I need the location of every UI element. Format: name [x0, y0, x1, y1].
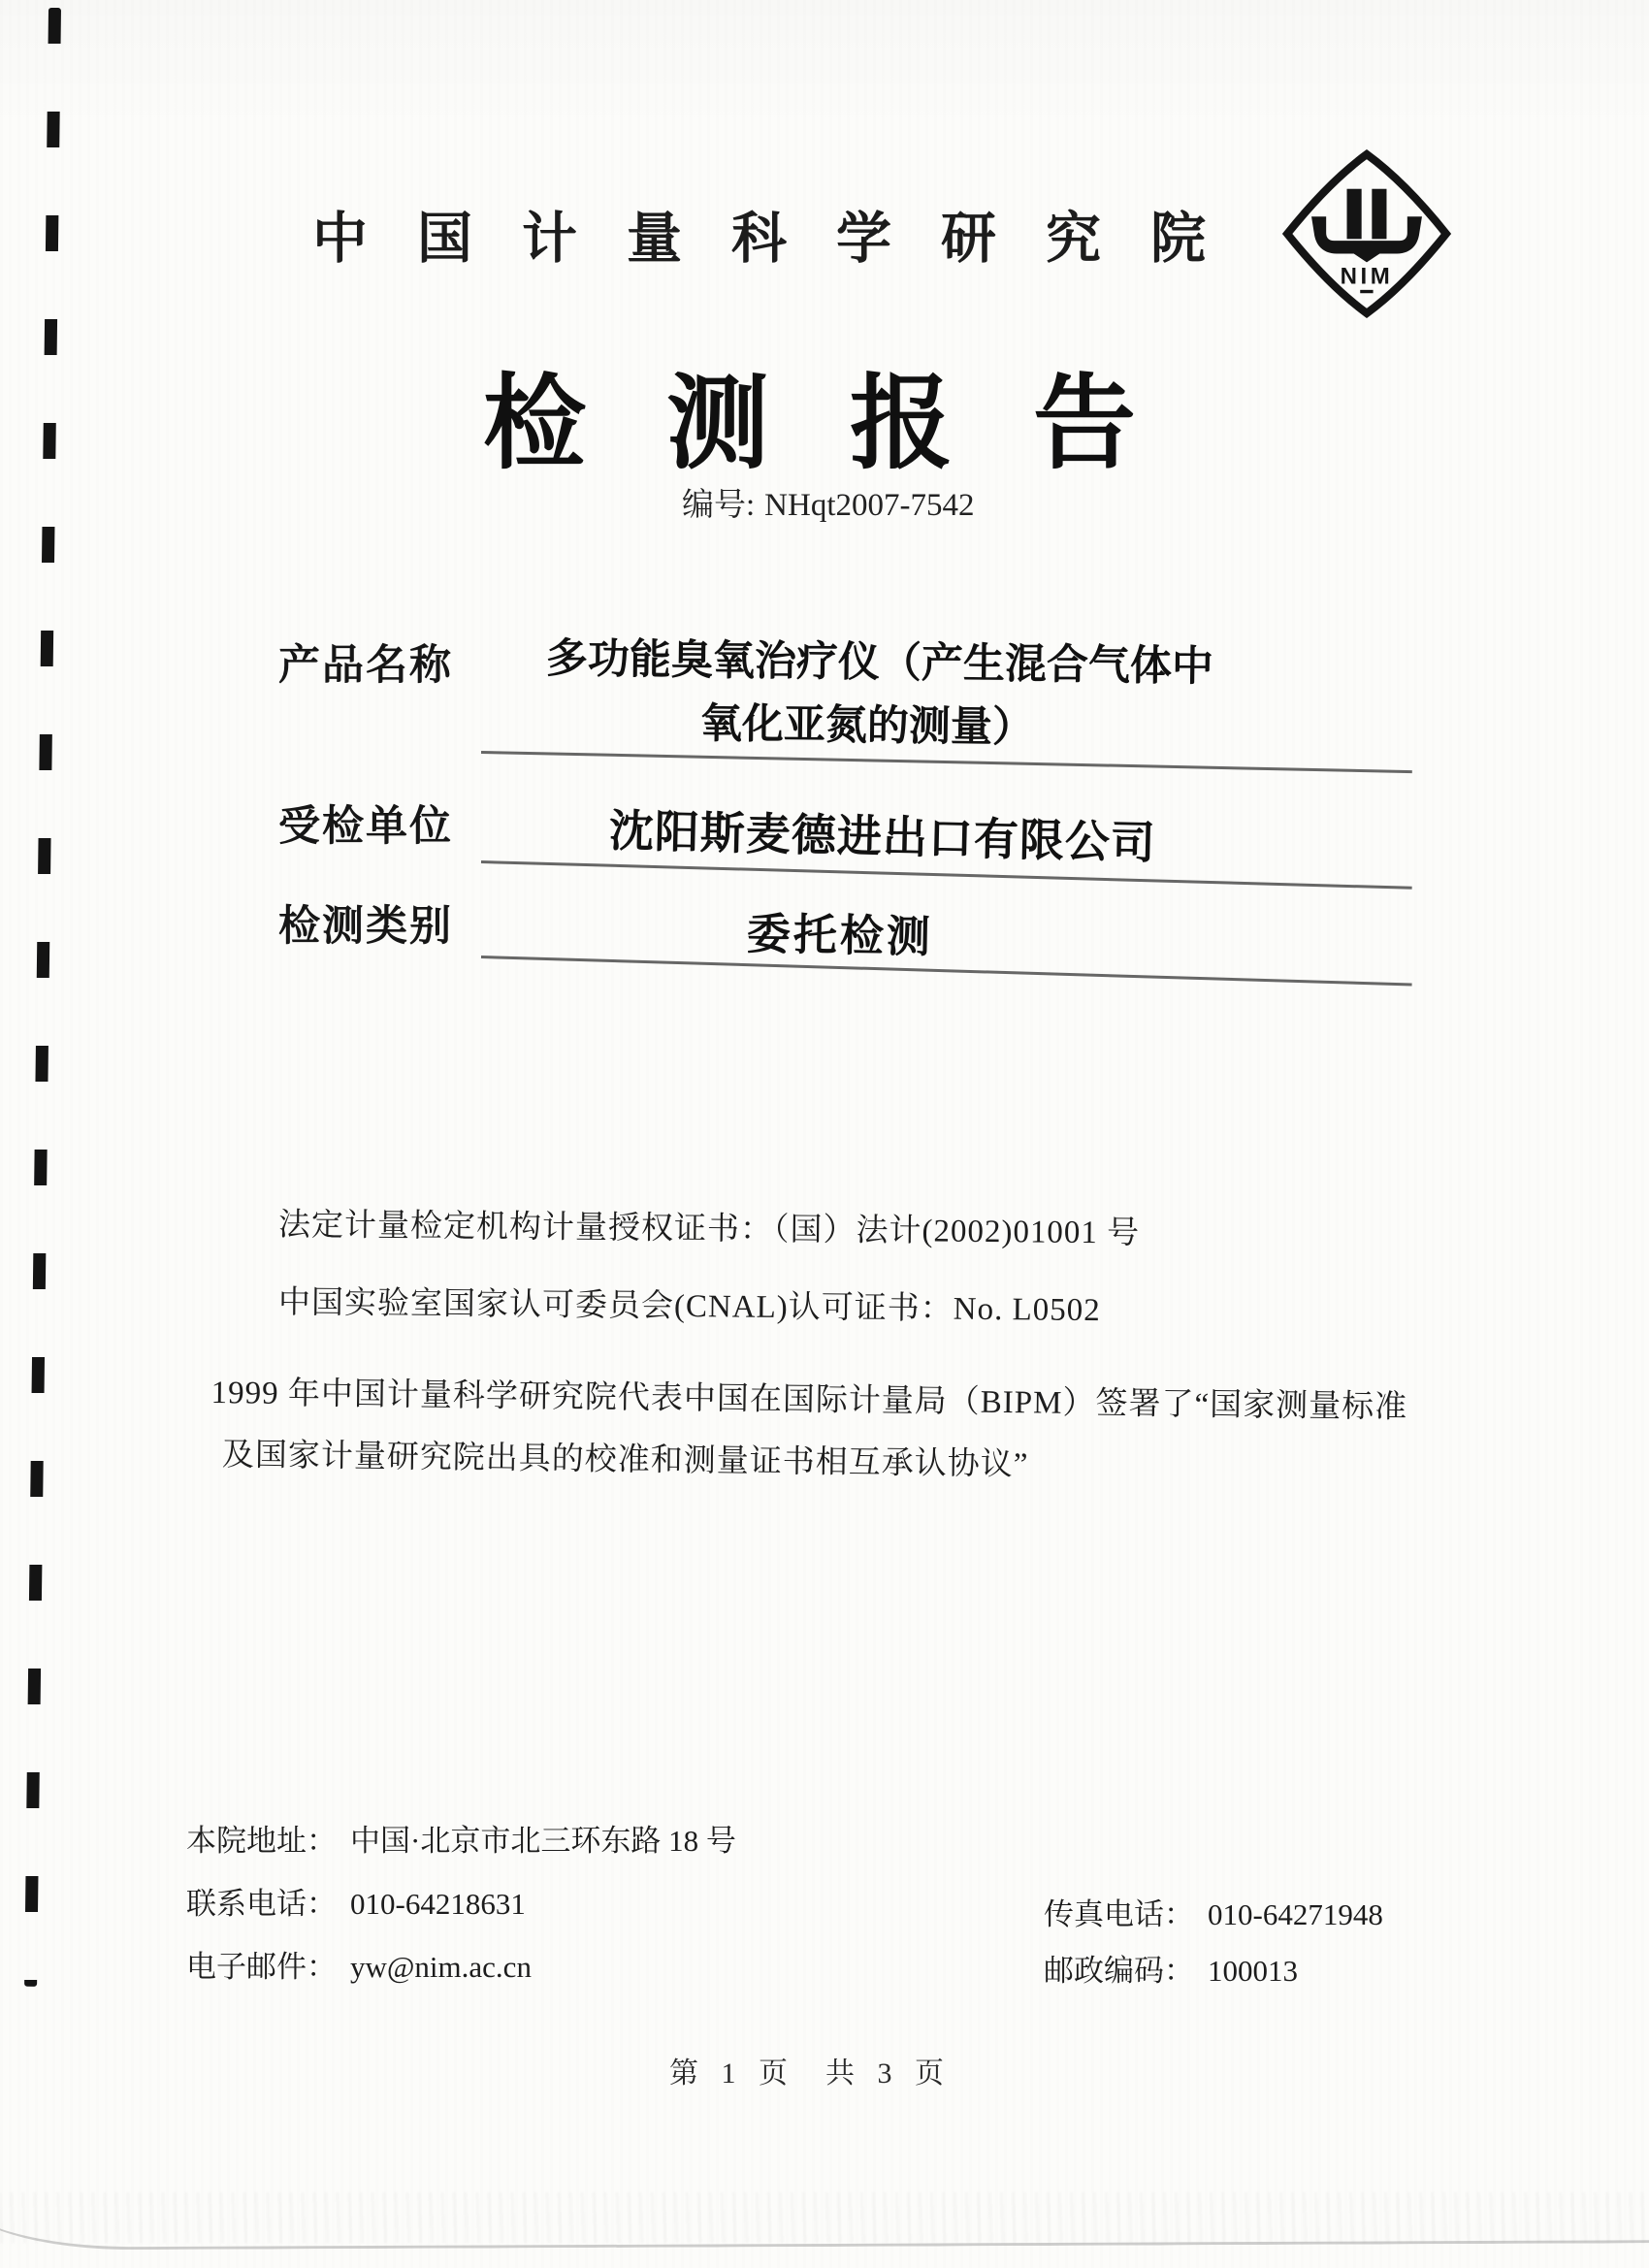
report-title: 检测报告	[483, 368, 1216, 481]
product-name-value-line1: 多功能臭氧治疗仪（产生混合气体中	[545, 636, 1214, 691]
inspected-unit-value: 沈阳斯麦德进出口有限公司	[608, 806, 1157, 868]
address-label: 本院地址：	[186, 1824, 337, 1858]
report-number-label: 编号:	[682, 488, 756, 523]
report-number-value: NHqt2007-7542	[764, 488, 975, 523]
inspected-unit-label: 受检单位	[278, 804, 453, 850]
page-indicator: 第 1 页 共 3 页	[669, 2057, 952, 2090]
phone-label: 联系电话：	[186, 1887, 337, 1921]
binding-perforation-marks	[24, 8, 61, 1987]
test-category-label: 检测类别	[278, 904, 453, 950]
email-label: 电子邮件：	[186, 1950, 337, 1984]
address-value: 中国·北京市北三环东路 18 号	[350, 1824, 736, 1858]
page-bottom-edge-shadow	[0, 2170, 1649, 2251]
fax-label: 传真电话：	[1044, 1897, 1194, 1931]
contact-block-right	[1044, 1890, 1383, 2002]
contact-block-left	[186, 1816, 736, 2005]
test-category-underline	[481, 956, 1412, 986]
product-name-label: 产品名称	[278, 643, 453, 689]
product-name-value-line2: 氧化亚氮的测量）	[699, 701, 1035, 752]
zip-row	[1044, 1946, 1383, 2002]
bipm-statement-line2: 及国家计量研究院出具的校准和测量证书相互承认协议”	[221, 1438, 1029, 1483]
phone-value: 010-64218631	[350, 1887, 526, 1921]
logo-nim-text: NIM	[1340, 263, 1394, 290]
fax-value: 010-64271948	[1208, 1897, 1383, 1931]
certification-line-authorization: 法定计量检定机构计量授权证书：（国）法计(2002)01001 号	[277, 1208, 1141, 1251]
bipm-statement	[210, 1362, 1462, 1502]
product-name-underline	[481, 751, 1412, 773]
bipm-statement-line1: 1999 年中国计量科学研究院代表中国在国际计量局（BIPM）签署了“国家测量标准	[210, 1375, 1408, 1426]
certification-line-cnal: 中国实验室国家认可委员会(CNAL)认可证书：No. L0502	[277, 1285, 1101, 1329]
email-value: yw@nim.ac.cn	[350, 1950, 532, 1984]
report-number-line	[682, 479, 975, 525]
email-row	[186, 1942, 736, 2005]
zip-label: 邮政编码：	[1044, 1954, 1194, 1988]
nim-logo-icon	[1280, 142, 1453, 326]
institute-name: 中国计量科学研究院	[312, 209, 1255, 270]
zip-value: 100013	[1208, 1954, 1298, 1988]
fax-row	[1044, 1890, 1383, 1946]
test-category-value: 委托检测	[746, 910, 934, 962]
address-row	[186, 1816, 736, 1879]
phone-row	[186, 1879, 736, 1942]
